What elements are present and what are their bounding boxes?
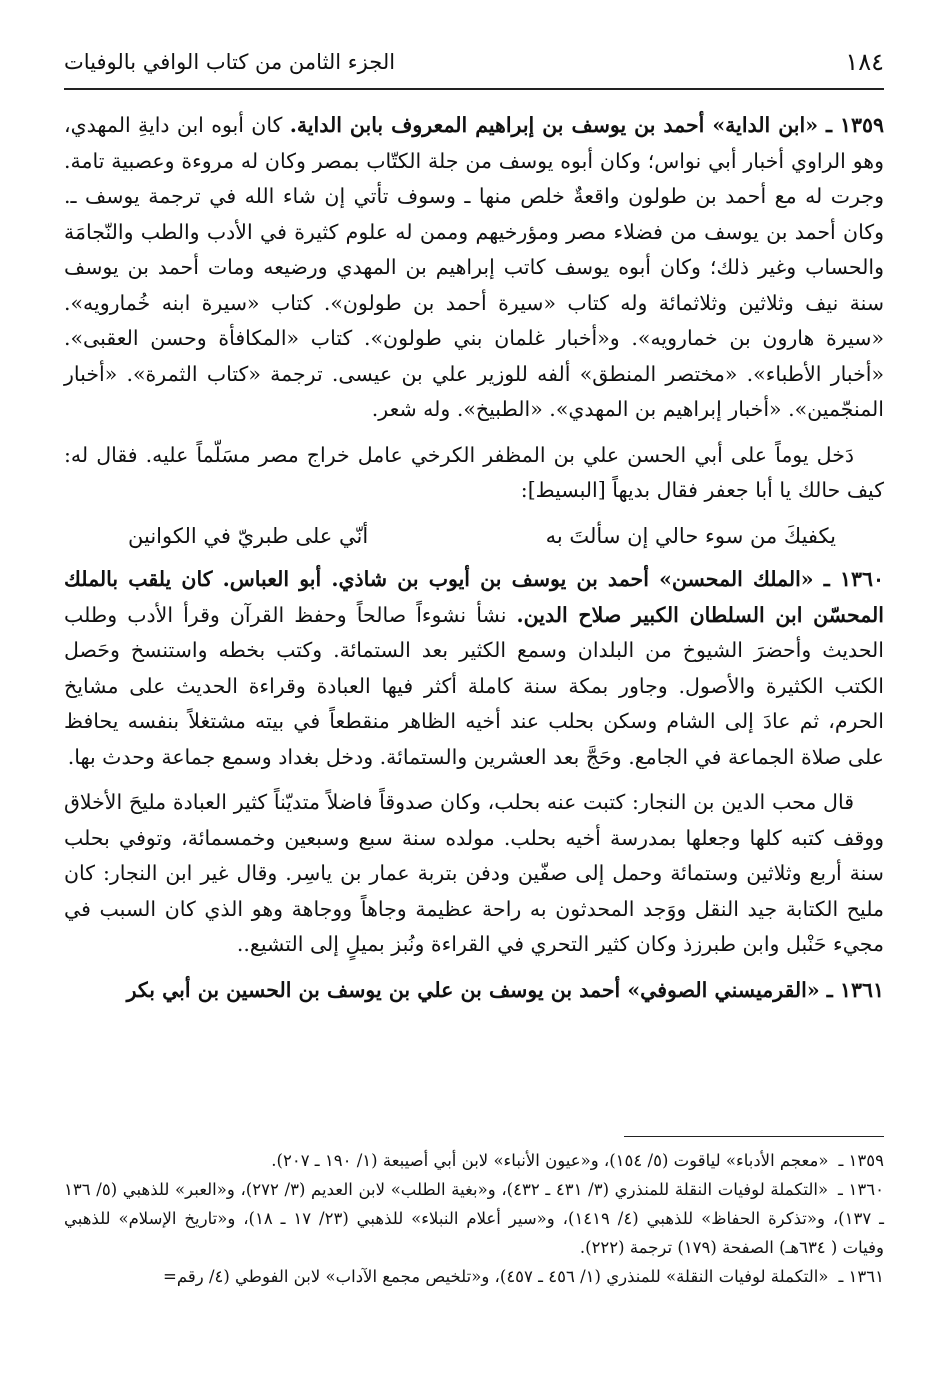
footnote-number: ١٣٦٠ ـ [838, 1180, 884, 1199]
entry-1361 [64, 973, 884, 1009]
page-number: ١٨٤ [845, 48, 884, 76]
entry-1361-heading: ١٣٦١ ـ «القرميسني الصوفي» أحمد بن يوسف بن علي بن يوسف بن الحسين بن أبي بكر [126, 977, 884, 1002]
entry-1359 [64, 108, 884, 428]
header-rule [64, 88, 884, 90]
entry-1360-quote: قال محب الدين بن النجار: كتبت عنه بحلب، وكان صدوقاً فاضلاً متديّناً كثير العبادة مليحَ الأخلاق ووقف كتبه كلها وجعلها بمدرسة أخيه بحلب. مولده سنة سبع وسبعين وخمسمائة، وتوفي بحلب سنة أربع وثلاثين وستمائة وحمل إلى صفّين ودفن بتربة عمار بن ياسِر. وقال غير ابن النجار: كان مليح الكتابة جيد النقل ووَجد المحدثون به راحة عظيمة وجاهاً ووجاهة وهو الذي كان السبب في مجيء حَنْبل وابن طبرزذ وكان كثير التحري في القراءة ونُبز بميلٍ إلى التشيع.. [64, 790, 884, 956]
entry-1360-heading: ١٣٦٠ ـ «الملك المحسن» أحمد بن يوسف بن أيوب بن شاذي. أبو العباس. كان يلقب بالملك المحسّن ابن السلطان الكبير صلاح الدين. [64, 567, 885, 627]
footnotes [64, 1146, 884, 1291]
footnote [64, 1146, 884, 1175]
verse-first-hemistich: يكفيكَ من سوء حالي إن سألتَ به [545, 523, 836, 548]
main-text [64, 108, 884, 1018]
footnote-number: ١٣٥٩ ـ [838, 1151, 884, 1170]
page-header [64, 42, 884, 82]
entry-1360-text: نشأ نشوءاً صالحاً وحفظ القرآن وقرأ الأدب وطلب الحديث وأحضرَ الشيوخ من البلدان وسمع الكثير بعد الستمائة. وكتب بخطه واستنسخ وحَصل الكتب الكثيرة والأصول. وجاور بمكة سنة كاملة أكثر فيها العبادة وقراءة الحديث على مشايخ الحرم، ثم عادَ إلى الشام وسكن بحلب عند أخيه الظاهر منقطعاً في بيته مشتغلاً بنفسه يحافظ على صلاة الجماعة في الجامع. وحَجَّ بعد العشرين والستمائة. ودخل بغداد وسمع جماعة وحدث بها. [64, 602, 884, 769]
footnote-text: «معجم الأدباء» لياقوت (٥/ ١٥٤)، و«عيون الأنباء» لابن أبي أصيبعة (١/ ١٩٠ ـ ٢٠٧). [271, 1151, 829, 1170]
footnote-text: «التكملة لوفيات النقلة للمنذري (٣/ ٤٣١ ـ ٤٣٢)، و«بغية الطلب» لابن العديم (٣/ ٢٧٢)، و«العبر» للذهبي (٥/ ١٣٦ ـ ١٣٧)، و«تذكرة الحفاظ» للذهبي (٤/ ١٤١٩)، و«سير أعلام النبلاء» للذهبي (٢٣/ ١٧ ـ ١٨)، و«تاريخ الإسلام» للذهبي وفيات ( ٦٣٤هـ) الصفحة (١٧٩) ترجمة (٢٢٢). [64, 1180, 884, 1257]
footnote [64, 1175, 884, 1262]
poem-verse [64, 519, 884, 555]
footnote-text: «التكملة لوفيات النقلة» للمنذري (١/ ٤٥٦ ـ ٤٥٧)، و«تلخيص مجمع الآداب» لابن الفوطي (٤/ رقم= [163, 1267, 829, 1286]
entry-1359-heading: ١٣٥٩ ـ «ابن الداية» أحمد بن يوسف بن إبراهيم المعروف بابن الداية. [289, 113, 884, 137]
entry-1359-anecdote: دَخل يوماً على أبي الحسن علي بن المظفر الكرخي عامل خراج مصر مسَلّماً عليه. فقال له: كيف حالك يا أبا جعفر فقال بديهاً [البسيط]: [64, 442, 884, 502]
footnote [64, 1262, 884, 1291]
footnote-number: ١٣٦١ ـ [838, 1267, 884, 1286]
verse-second-hemistich: أنّي على طبريّ في الكوانين [128, 523, 369, 548]
running-title: الجزء الثامن من كتاب الوافي بالوفيات [64, 50, 396, 74]
entry-1360 [64, 562, 884, 775]
entry-1359-text: كان أبوه ابن دايةِ المهدي، وهو الراوي أخبار أبي نواس؛ وكان أبوه يوسف من جلة الكتّاب بمصر وكان له مروءة وعصبية تامة. وجرت له مع أحمد بن طولون واقعةٌ خلص منها ـ وسوف تأتي إن شاء الله في ترجمة يوسف ـ. وكان أحمد بن يوسف من فضلاء مصر ومؤرخيهم وممن له علوم كثيرة في الأدب والطب والنّجامَة والحساب وغير ذلك؛ وكان أبوه يوسف كاتب إبراهيم بن المهدي ورضيعه ومات أحمد بن يوسف سنة نيف وثلاثين وثلاثمائة وله كتاب «سيرة أحمد بن طولون». كتاب «سيرة ابنه خُمارويه». «سيرة هارون بن خمارويه». و«أخبار غلمان بني طولون». كتاب «المكافأة وحسن العقبى». «أخبار الأطباء». «مختصر المنطق» ألفه للوزير علي بن عيسى. ترجمة «كتاب الثمرة». «أخبار المنجّمين». «أخبار إبراهيم بن المهدي». «الطبيخ». وله شعر. [64, 113, 884, 421]
footnotes-rule [624, 1136, 884, 1137]
